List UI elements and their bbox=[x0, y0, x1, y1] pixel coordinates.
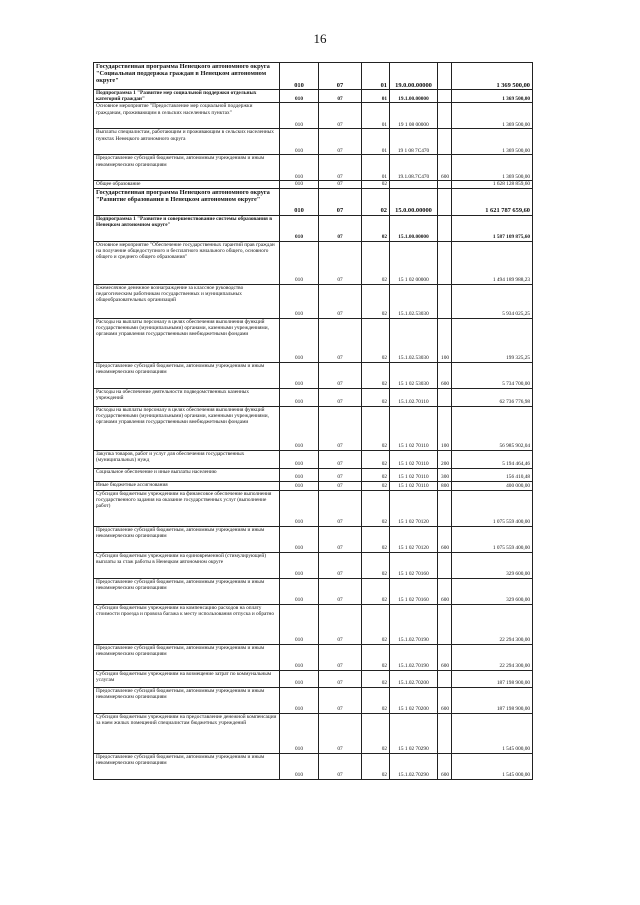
ministry-code: 010 bbox=[280, 103, 319, 129]
target-article-code bbox=[390, 181, 438, 188]
amount: 187 198 900,00 bbox=[452, 687, 533, 713]
amount: 329 600,00 bbox=[452, 578, 533, 604]
amount: 22 294 300,00 bbox=[452, 604, 533, 644]
row-name: Предоставление субсидий бюджетным, автономным учреждениям и иным некоммерческим организациям bbox=[94, 362, 280, 388]
subsection-code: 02 bbox=[362, 713, 390, 753]
expense-type-code bbox=[438, 284, 452, 318]
target-article-code: 15.1.02.53030 bbox=[390, 318, 438, 362]
section-code: 07 bbox=[319, 318, 362, 362]
ministry-code: 010 bbox=[280, 215, 319, 241]
expense-type-code bbox=[438, 63, 452, 90]
target-article-code: 19 1 08 00000 bbox=[390, 103, 438, 129]
subsection-code: 02 bbox=[362, 578, 390, 604]
ministry-code: 010 bbox=[280, 450, 319, 468]
subsection-code: 01 bbox=[362, 103, 390, 129]
subsection-code: 02 bbox=[362, 490, 390, 526]
row-name: Субсидии бюджетным учреждениям на компенсацию расходов на оплату стоимости проезда и провоза багажа к месту использования отпуска и обратно bbox=[94, 604, 280, 644]
subsection-code: 02 bbox=[362, 468, 390, 481]
section-code: 07 bbox=[319, 450, 362, 468]
ministry-code: 010 bbox=[280, 644, 319, 670]
subsection-code: 02 bbox=[362, 526, 390, 552]
section-code: 07 bbox=[319, 188, 362, 215]
row-name: Предоставление субсидий бюджетным, автономным учреждениям и иным некоммерческим организациям bbox=[94, 687, 280, 713]
amount: 56 985 902,04 bbox=[452, 406, 533, 450]
subsection-code: 02 bbox=[362, 753, 390, 779]
target-article-code: 15 1 02 70110 bbox=[390, 468, 438, 481]
subsection-code: 02 bbox=[362, 362, 390, 388]
subsection-code: 02 bbox=[362, 406, 390, 450]
amount: 1 628 128 859,60 bbox=[452, 181, 533, 188]
target-article-code: 15 1 02 70160 bbox=[390, 578, 438, 604]
row-name: Общее образование bbox=[94, 181, 280, 188]
amount: 5 934 025,25 bbox=[452, 284, 533, 318]
section-code: 07 bbox=[319, 552, 362, 578]
expense-type-code: 600 bbox=[438, 753, 452, 779]
amount: 199 325,25 bbox=[452, 318, 533, 362]
section-code: 07 bbox=[319, 481, 362, 490]
amount: 156 410,48 bbox=[452, 468, 533, 481]
target-article-code: 15 1 02 53030 bbox=[390, 362, 438, 388]
section-code: 07 bbox=[319, 490, 362, 526]
table-row bbox=[94, 188, 533, 215]
section-code: 07 bbox=[319, 753, 362, 779]
subsection-code: 02 bbox=[362, 687, 390, 713]
expense-type-code bbox=[438, 713, 452, 753]
section-code: 07 bbox=[319, 362, 362, 388]
table-row bbox=[94, 753, 533, 779]
table-row bbox=[94, 181, 533, 188]
expense-type-code: 600 bbox=[438, 578, 452, 604]
row-name: Закупка товаров, работ и услуг для обеспечения государственных (муниципальных) нужд bbox=[94, 450, 280, 468]
table-row bbox=[94, 552, 533, 578]
amount: 5 734 700,00 bbox=[452, 362, 533, 388]
amount: 1 494 189 988,23 bbox=[452, 241, 533, 284]
expense-type-code: 600 bbox=[438, 526, 452, 552]
table-row bbox=[94, 468, 533, 481]
ministry-code: 010 bbox=[280, 362, 319, 388]
table-row bbox=[94, 604, 533, 644]
target-article-code: 15.1.02.53030 bbox=[390, 284, 438, 318]
subsection-code: 02 bbox=[362, 388, 390, 406]
target-article-code: 19 1 08 7C470 bbox=[390, 129, 438, 155]
ministry-code: 010 bbox=[280, 90, 319, 103]
amount: 1 369 500,00 bbox=[452, 63, 533, 90]
table-row bbox=[94, 362, 533, 388]
ministry-code: 010 bbox=[280, 129, 319, 155]
expense-type-code bbox=[438, 490, 452, 526]
table-row bbox=[94, 90, 533, 103]
table-row bbox=[94, 490, 533, 526]
target-article-code: 15 1 02 70110 bbox=[390, 406, 438, 450]
section-code: 07 bbox=[319, 284, 362, 318]
target-article-code: 15 1 02 00000 bbox=[390, 241, 438, 284]
row-name: Субсидии бюджетным учреждениям на предоставление денежной компенсации за наем жилых помещений специалистам бюджетных учреждений bbox=[94, 713, 280, 753]
ministry-code: 010 bbox=[280, 670, 319, 687]
section-code: 07 bbox=[319, 103, 362, 129]
amount: 1 075 559 400,00 bbox=[452, 490, 533, 526]
section-code: 07 bbox=[319, 670, 362, 687]
row-name: Предоставление субсидий бюджетным, автономным учреждениям и иным некоммерческим организациям bbox=[94, 753, 280, 779]
table-row bbox=[94, 129, 533, 155]
subsection-code: 02 bbox=[362, 670, 390, 687]
ministry-code: 010 bbox=[280, 318, 319, 362]
expense-type-code: 300 bbox=[438, 468, 452, 481]
row-name: Государственная программа Ненецкого автономного округа "Социальная поддержка граждан в Ненецком автономном округе" bbox=[94, 63, 280, 90]
section-code: 07 bbox=[319, 604, 362, 644]
target-article-code: 19.1.00.00000 bbox=[390, 90, 438, 103]
expense-type-code: 100 bbox=[438, 406, 452, 450]
expense-type-code bbox=[438, 215, 452, 241]
expense-type-code bbox=[438, 181, 452, 188]
subsection-code: 01 bbox=[362, 90, 390, 103]
budget-table bbox=[93, 62, 533, 780]
subsection-code: 02 bbox=[362, 181, 390, 188]
subsection-code: 01 bbox=[362, 63, 390, 90]
expense-type-code bbox=[438, 188, 452, 215]
subsection-code: 02 bbox=[362, 481, 390, 490]
table-row bbox=[94, 644, 533, 670]
row-name: Предоставление субсидий бюджетным, автономным учреждениям и иным некоммерческим организациям bbox=[94, 526, 280, 552]
amount: 1 587 109 875,60 bbox=[452, 215, 533, 241]
amount: 1 369 500,00 bbox=[452, 103, 533, 129]
row-name: Расходы на обеспечение деятельности подведомственных казенных учреждений bbox=[94, 388, 280, 406]
subsection-code: 02 bbox=[362, 188, 390, 215]
amount: 5 194 464,46 bbox=[452, 450, 533, 468]
expense-type-code: 800 bbox=[438, 481, 452, 490]
expense-type-code: 600 bbox=[438, 362, 452, 388]
expense-type-code bbox=[438, 388, 452, 406]
table-row bbox=[94, 318, 533, 362]
ministry-code: 010 bbox=[280, 388, 319, 406]
row-name: Основное мероприятие "Обеспечение государственных гарантий прав граждан на получение общедоступного и бесплатного начального общего, основного общего и среднего общего образования" bbox=[94, 241, 280, 284]
ministry-code: 010 bbox=[280, 284, 319, 318]
section-code: 07 bbox=[319, 241, 362, 284]
target-article-code: 15.1.02.70290 bbox=[390, 753, 438, 779]
target-article-code: 15.1.02.70110 bbox=[390, 388, 438, 406]
table-row bbox=[94, 687, 533, 713]
row-name: Ежемесячное денежное вознаграждение за классное руководство педагогическим работникам государственных и муниципальных общеобразовательных организаций bbox=[94, 284, 280, 318]
section-code: 07 bbox=[319, 90, 362, 103]
row-name: Расходы на выплаты персоналу в целях обеспечения выполнения функций государственными (муниципальными) органами, казенными учреждениями, органами управления государственными внебюджетными фондами bbox=[94, 406, 280, 450]
budget-table-body bbox=[94, 63, 533, 780]
amount: 1 545 000,00 bbox=[452, 713, 533, 753]
ministry-code: 010 bbox=[280, 181, 319, 188]
ministry-code: 010 bbox=[280, 753, 319, 779]
section-code: 07 bbox=[319, 155, 362, 181]
target-article-code: 15.1.02.70190 bbox=[390, 604, 438, 644]
amount: 1 621 787 659,60 bbox=[452, 188, 533, 215]
row-name: Предоставление субсидий бюджетным, автономным учреждениям и иным некоммерческим организациям bbox=[94, 644, 280, 670]
row-name: Социальное обеспечение и иные выплаты населению bbox=[94, 468, 280, 481]
ministry-code: 010 bbox=[280, 155, 319, 181]
table-row bbox=[94, 388, 533, 406]
section-code: 07 bbox=[319, 713, 362, 753]
ministry-code: 010 bbox=[280, 552, 319, 578]
target-article-code: 15.0.00.00000 bbox=[390, 188, 438, 215]
section-code: 07 bbox=[319, 388, 362, 406]
row-name: Подпрограмма 1 "Развитие и совершенствование системы образования в Ненецком автономном округе" bbox=[94, 215, 280, 241]
section-code: 07 bbox=[319, 129, 362, 155]
target-article-code: 15 1 02 70110 bbox=[390, 450, 438, 468]
subsection-code: 02 bbox=[362, 241, 390, 284]
subsection-code: 02 bbox=[362, 604, 390, 644]
ministry-code: 010 bbox=[280, 241, 319, 284]
target-article-code: 15 1 02 70110 bbox=[390, 481, 438, 490]
amount: 400 000,00 bbox=[452, 481, 533, 490]
section-code: 07 bbox=[319, 406, 362, 450]
ministry-code: 010 bbox=[280, 687, 319, 713]
row-name: Основное мероприятие "Предоставление мер социальной поддержки гражданам, проживающим в сельских населенных пунктах" bbox=[94, 103, 280, 129]
table-row bbox=[94, 284, 533, 318]
amount: 329 600,00 bbox=[452, 552, 533, 578]
expense-type-code: 600 bbox=[438, 155, 452, 181]
expense-type-code bbox=[438, 103, 452, 129]
section-code: 07 bbox=[319, 526, 362, 552]
ministry-code: 010 bbox=[280, 713, 319, 753]
section-code: 07 bbox=[319, 63, 362, 90]
target-article-code: 19.1.08.7C470 bbox=[390, 155, 438, 181]
target-article-code: 15.1.02.70200 bbox=[390, 670, 438, 687]
table-row bbox=[94, 578, 533, 604]
expense-type-code bbox=[438, 129, 452, 155]
subsection-code: 02 bbox=[362, 318, 390, 362]
page-number: 16 bbox=[313, 31, 327, 46]
table-row bbox=[94, 713, 533, 753]
subsection-code: 01 bbox=[362, 129, 390, 155]
ministry-code: 010 bbox=[280, 481, 319, 490]
amount: 1 369 500,00 bbox=[452, 155, 533, 181]
row-name: Расходы на выплаты персоналу в целях обеспечения выполнения функций государственными (муниципальными) органами, казенными учреждениями, органами управления государственными внебюджетными фондами bbox=[94, 318, 280, 362]
amount: 1 369 500,00 bbox=[452, 129, 533, 155]
expense-type-code: 600 bbox=[438, 687, 452, 713]
expense-type-code: 200 bbox=[438, 450, 452, 468]
table-row bbox=[94, 526, 533, 552]
ministry-code: 010 bbox=[280, 578, 319, 604]
amount: 62 736 776,98 bbox=[452, 388, 533, 406]
amount: 187 198 900,00 bbox=[452, 670, 533, 687]
ministry-code: 010 bbox=[280, 526, 319, 552]
row-name: Субсидии бюджетным учреждениям на единовременной (стимулирующей) выплаты за стаж работы в Ненецком автономном округе bbox=[94, 552, 280, 578]
amount: 1 075 559 400,00 bbox=[452, 526, 533, 552]
expense-type-code bbox=[438, 241, 452, 284]
row-name: Предоставление субсидий бюджетным, автономным учреждениям и иным некоммерческим организациям bbox=[94, 155, 280, 181]
section-code: 07 bbox=[319, 468, 362, 481]
target-article-code: 15 1 02 70290 bbox=[390, 713, 438, 753]
expense-type-code bbox=[438, 670, 452, 687]
ministry-code: 010 bbox=[280, 188, 319, 215]
expense-type-code: 600 bbox=[438, 644, 452, 670]
section-code: 07 bbox=[319, 687, 362, 713]
expense-type-code bbox=[438, 90, 452, 103]
section-code: 07 bbox=[319, 215, 362, 241]
section-code: 07 bbox=[319, 644, 362, 670]
amount: 22 294 300,00 bbox=[452, 644, 533, 670]
expense-type-code bbox=[438, 604, 452, 644]
row-name: Предоставление субсидий бюджетным, автономным учреждениям и иным некоммерческим организациям bbox=[94, 578, 280, 604]
target-article-code: 15.1.00.00000 bbox=[390, 215, 438, 241]
ministry-code: 010 bbox=[280, 490, 319, 526]
subsection-code: 02 bbox=[362, 552, 390, 578]
table-row bbox=[94, 450, 533, 468]
subsection-code: 01 bbox=[362, 155, 390, 181]
target-article-code: 15 1 02 70160 bbox=[390, 552, 438, 578]
expense-type-code: 100 bbox=[438, 318, 452, 362]
section-code: 07 bbox=[319, 578, 362, 604]
table-row bbox=[94, 155, 533, 181]
ministry-code: 010 bbox=[280, 406, 319, 450]
ministry-code: 010 bbox=[280, 604, 319, 644]
ministry-code: 010 bbox=[280, 468, 319, 481]
section-code: 07 bbox=[319, 181, 362, 188]
row-name: Субсидии бюджетным учреждениям на возмещение затрат по коммунальным услугам bbox=[94, 670, 280, 687]
row-name: Государственная программа Ненецкого автономного округа "Развитие образования в Ненецком автономном округе" bbox=[94, 188, 280, 215]
table-row bbox=[94, 63, 533, 90]
target-article-code: 15 1 02 70120 bbox=[390, 490, 438, 526]
table-row bbox=[94, 103, 533, 129]
table-row bbox=[94, 670, 533, 687]
table-row bbox=[94, 241, 533, 284]
amount: 1 369 500,00 bbox=[452, 90, 533, 103]
table-row bbox=[94, 481, 533, 490]
amount: 1 545 000,00 bbox=[452, 753, 533, 779]
row-name: Подпрограмма 1 "Развитие мер социальной поддержки отдельных категорий граждан" bbox=[94, 90, 280, 103]
table-row bbox=[94, 406, 533, 450]
ministry-code: 010 bbox=[280, 63, 319, 90]
target-article-code: 19.0.00.00000 bbox=[390, 63, 438, 90]
subsection-code: 02 bbox=[362, 284, 390, 318]
target-article-code: 15.1.02.70190 bbox=[390, 644, 438, 670]
row-name: Выплаты специалистам, работающим и проживающим в сельских населенных пунктах Ненецкого автономного округа bbox=[94, 129, 280, 155]
subsection-code: 02 bbox=[362, 215, 390, 241]
row-name: Субсидии бюджетным учреждениям на финансовое обеспечение выполнения государственного задания на оказание государственных услуг (выполнение работ) bbox=[94, 490, 280, 526]
row-name: Иные бюджетные ассигнования bbox=[94, 481, 280, 490]
subsection-code: 02 bbox=[362, 450, 390, 468]
subsection-code: 02 bbox=[362, 644, 390, 670]
expense-type-code bbox=[438, 552, 452, 578]
table-row bbox=[94, 215, 533, 241]
target-article-code: 15 1 02 70200 bbox=[390, 687, 438, 713]
target-article-code: 15 1 02 70120 bbox=[390, 526, 438, 552]
